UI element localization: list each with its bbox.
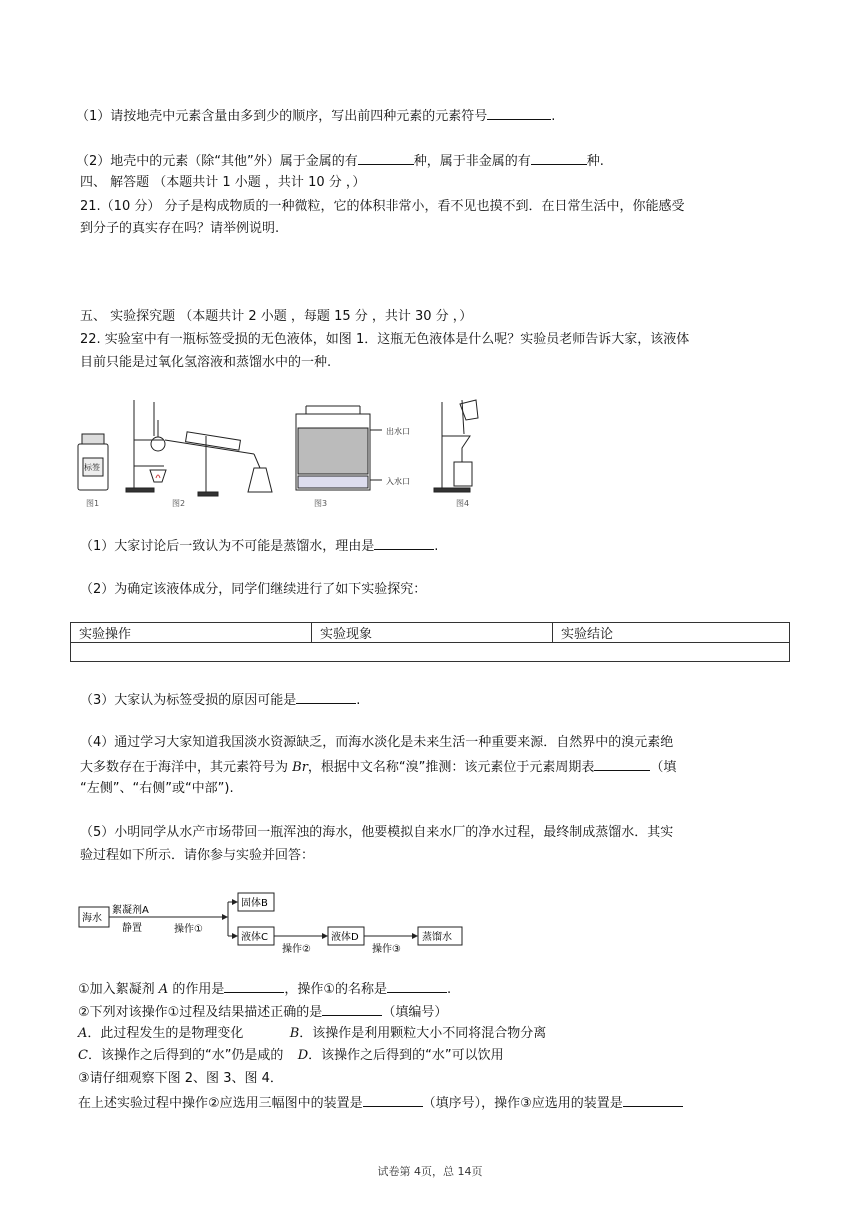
option-c: C．该操作之后得到的“水”仍是咸的 <box>78 1048 284 1063</box>
purification-flow-diagram <box>78 890 478 956</box>
table-row <box>71 643 790 662</box>
question-21-line1: 21.（10 分） 分子是构成物质的一种微粒，它的体积非常小，看不见也摸不到．在日常生活中，你能感受 <box>80 199 685 214</box>
question-22-line1: 22. 实验室中有一瓶标签受损的无色液体，如图 1．这瓶无色液体是什么呢？实验员老师告诉大家，该液体 <box>80 332 690 347</box>
table-header-row <box>71 623 790 643</box>
options-ab <box>78 1025 546 1043</box>
table-header-cell: 实验操作 <box>71 623 312 643</box>
answer-blank[interactable] <box>387 979 447 993</box>
answer-blank[interactable] <box>594 757 650 771</box>
question-21-line2: 到分子的真实存在吗？请举例说明. <box>80 221 280 236</box>
liquid-c-label: 液体C <box>241 932 268 943</box>
table-empty-cell[interactable] <box>71 643 790 662</box>
section-4-heading: 四、 解答题 （本题共计 1 小题 ，共计 10 分 ，） <box>80 175 366 190</box>
question-22-4-line1: （4）通过学习大家知道我国淡水资源缺乏，而海水淡化是未来生活一种重要来源．自然界中的溴元素绝 <box>80 735 674 750</box>
distilled-water-label: 蒸馏水 <box>422 932 452 943</box>
still-label: 静置 <box>122 923 142 934</box>
filtration-apparatus-icon <box>434 400 478 492</box>
table-header-cell: 实验结论 <box>553 623 790 643</box>
distillation-apparatus-icon <box>126 400 272 496</box>
question-22-line2: 目前只能是过氧化氢溶液和蒸馏水中的一种. <box>80 355 332 370</box>
figure-2-label: 图2 <box>172 499 186 508</box>
op3-label: 操作③ <box>372 944 401 955</box>
answer-blank[interactable] <box>623 1093 683 1107</box>
question-22-1: （1）大家讨论后一致认为不可能是蒸馏水，理由是 . <box>80 536 438 556</box>
sub-question-2: ②下列对该操作①过程及结果描述正确的是 （填编号） <box>78 1002 447 1022</box>
figure-3-label: 图3 <box>314 499 328 508</box>
answer-blank[interactable] <box>358 151 414 165</box>
seawater-label: 海水 <box>82 913 102 924</box>
op1-label: 操作① <box>174 924 203 935</box>
figure-4-label: 图4 <box>456 499 470 508</box>
answer-blank[interactable] <box>374 536 434 550</box>
agent-label: 絮凝剂A <box>112 905 149 916</box>
answer-blank[interactable] <box>224 979 284 993</box>
page-footer: 试卷第 4页，总 14页 <box>377 1165 483 1178</box>
liquid-d-label: 液体D <box>331 932 359 943</box>
question-22-2: （2）为确定该液体成分，同学们继续进行了如下实验探究： <box>80 582 427 597</box>
water-filter-tank-icon <box>296 406 382 490</box>
bottle-label: 标签 <box>84 463 100 472</box>
answer-blank[interactable] <box>363 1093 423 1107</box>
option-a: A．此过程发生的是物理变化 <box>78 1026 244 1041</box>
op2-label: 操作② <box>282 944 311 955</box>
section-5-heading: 五、 实验探究题 （本题共计 2 小题 ，每题 15 分 ，共计 30 分 ，） <box>80 309 473 324</box>
sub-question-1: ①加入絮凝剂 A 的作用是 ，操作①的名称是 . <box>78 979 451 999</box>
options-cd <box>78 1047 504 1065</box>
answer-blank[interactable] <box>531 151 587 165</box>
reagent-bottle-icon <box>78 434 108 490</box>
apparatus-figures <box>76 396 496 514</box>
sub-question-3: ③请仔细观察下图 2、图 3、图 4． <box>78 1071 283 1086</box>
question-20-1: （1）请按地壳中元素含量由多到少的顺序，写出前四种元素的元素符号 . <box>76 106 555 126</box>
question-22-3: （3）大家认为标签受损的原因可能是 . <box>80 690 360 710</box>
question-22-4-line2: 大多数存在于海洋中，其元素符号为 Br，根据中文名称“溴”推测：该元素位于元素周期表 （填 <box>80 757 676 777</box>
table-header-cell: 实验现象 <box>312 623 553 643</box>
question-22-4-line3: “左侧”、“右侧”或“中部”). <box>80 781 234 796</box>
inlet-label: 入水口 <box>386 477 410 486</box>
answer-blank[interactable] <box>487 106 551 120</box>
answer-blank[interactable] <box>322 1002 382 1016</box>
option-d: D．该操作之后得到的“水”可以饮用 <box>297 1048 504 1063</box>
answer-blank[interactable] <box>296 690 356 704</box>
outlet-label: 出水口 <box>386 427 410 436</box>
experiment-table <box>70 622 790 662</box>
question-22-5-line2: 验过程如下所示．请你参与实验并回答： <box>80 848 315 863</box>
option-b: B．该操作是利用颗粒大小不同将混合物分离 <box>289 1026 547 1041</box>
figure-1-label: 图1 <box>86 499 100 508</box>
solid-b-label: 固体B <box>241 898 268 909</box>
sub-question-3-detail: 在上述实验过程中操作②应选用三幅图中的装置是 （填序号），操作③应选用的装置是 <box>78 1093 683 1113</box>
question-20-2: （2）地壳中的元素（除“其他”外）属于金属的有 种，属于非金属的有 种. <box>76 151 604 171</box>
question-22-5-line1: （5）小明同学从水产市场带回一瓶浑浊的海水，他要模拟自来水厂的净水过程，最终制成蒸馏水．其实 <box>80 825 674 840</box>
